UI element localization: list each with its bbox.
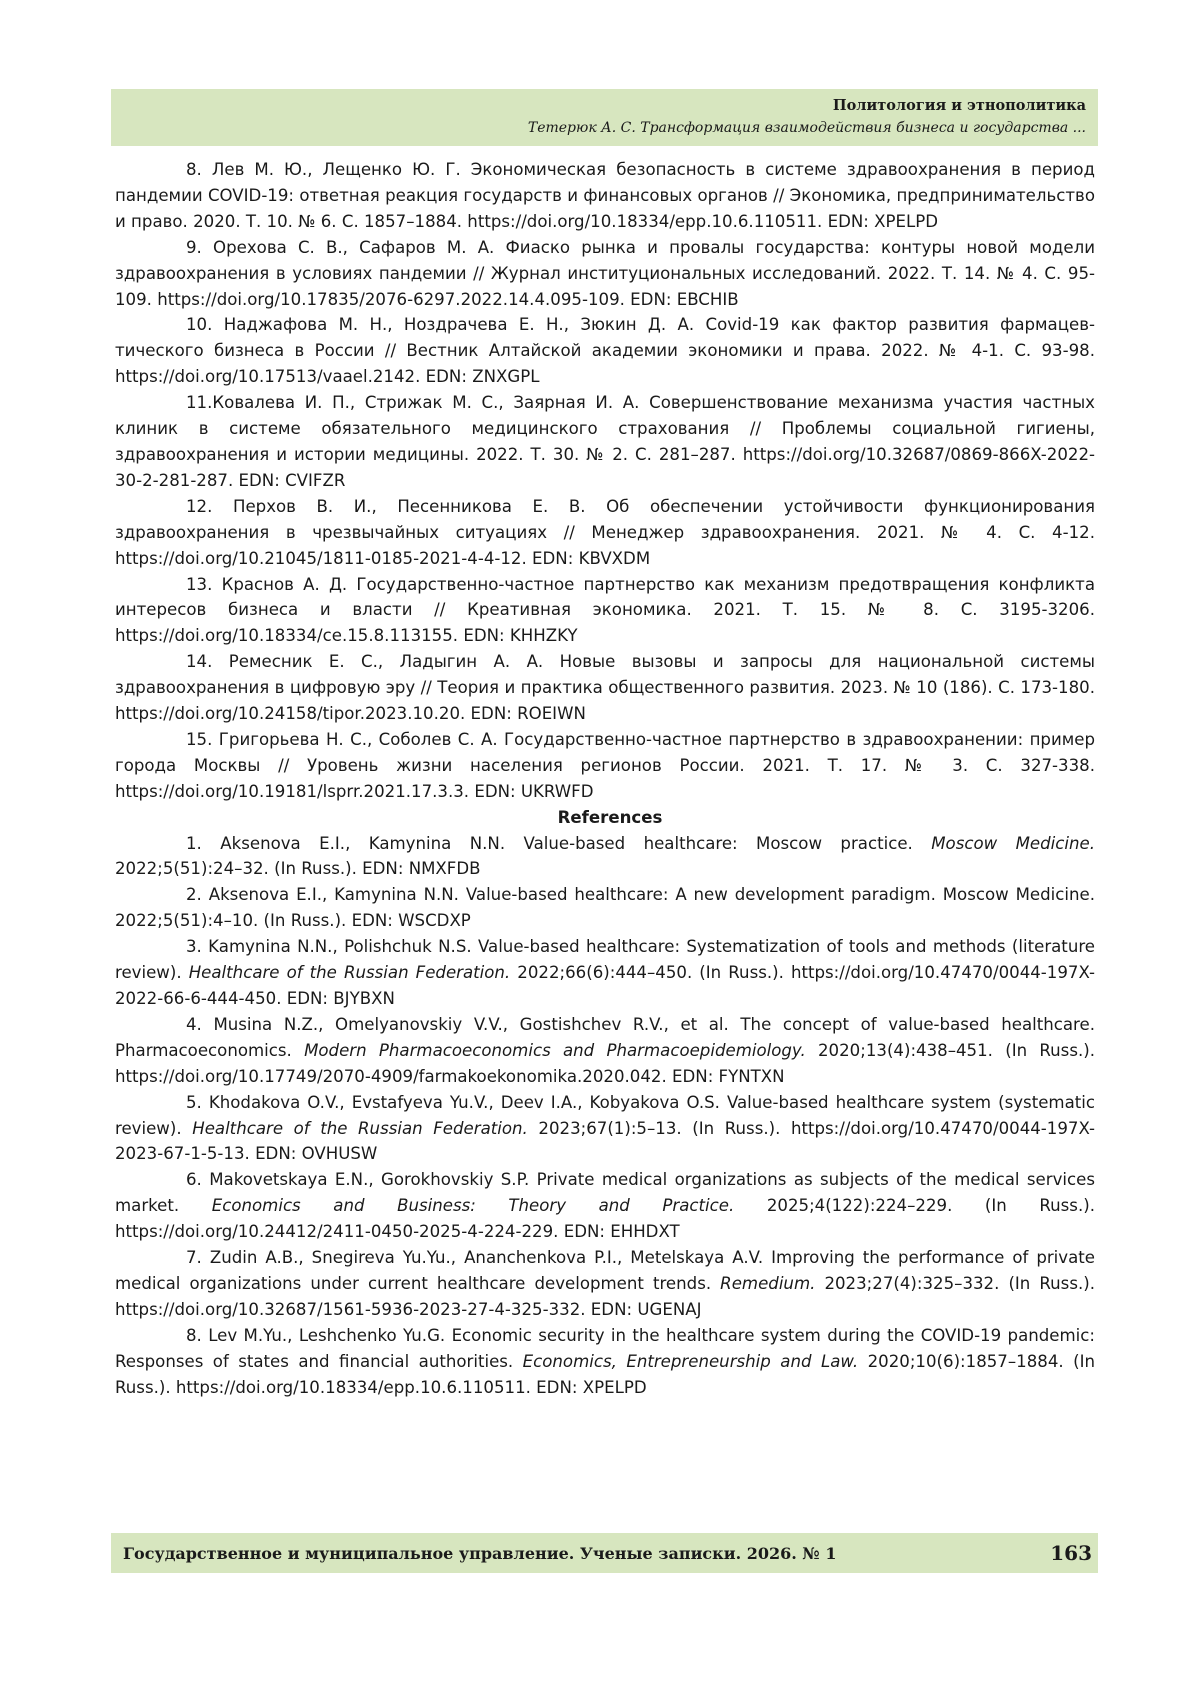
ref-details: 2020;10(6):1857–1884. (In Russ.). https://doi.org/10.18334/epp.10.6.110511. EDN: XPELPD — [115, 1351, 1096, 1397]
ref-journal: Remedium. — [720, 1273, 816, 1293]
ref-number: 7. — [186, 1248, 202, 1268]
ref-text: Ремесник Е. С., Ладыгин А. А. Новые вызовы и запросы для национальной системы здравоохранения в цифровую эру // Теория и практика общественного развития. 2023. № 10 (186). С. 173-180. https://doi.org/10.24158/tipor.2023.10.20. EDN: ROEIWN — [115, 652, 1095, 724]
en-ref-5 — [115, 1090, 1095, 1168]
ref-number: 15. — [186, 729, 213, 749]
en-ref-4 — [115, 1012, 1095, 1090]
footer-journal-title: Государственное и муниципальное управление. Ученые записки. 2026. № 1 — [123, 1544, 837, 1563]
ref-text: Makovetskaya E.N., Gorokhovskiy S.P. Private medical organizations as subjects of the medical services market. — [115, 1170, 1095, 1216]
ref-text: Khodakova O.V., Evstafyeva Yu.V., Deev I.A., Kobyakova O.S. Value-based healthcare system (systematic review). — [115, 1092, 1095, 1138]
ref-journal: Moscow Medicine. — [931, 833, 1095, 853]
ref-text: Aksenova E.I., Kamynina N.N. Value-based healthcare: Moscow practice. — [201, 833, 932, 853]
ref-number: 8. — [186, 160, 202, 179]
ref-journal: Healthcare of the Russian Federation. — [192, 1118, 528, 1138]
ref-journal: Modern Pharmacoeconomics and Pharmacoepidemiology. — [304, 1040, 806, 1060]
ref-number: 8. — [186, 1325, 202, 1345]
ru-ref-9 — [115, 235, 1095, 313]
ref-details: 2025;4(122):224–229. (In Russ.). https://doi.org/10.24412/2411-0450-2025-4-224-229. EDN: EHHDXT — [115, 1196, 1095, 1242]
ref-text: Григорьева Н. С., Соболев С. А. Государственно-частное партнерство в здравоохранении: пример города Москвы // Уровень жизни населения регионов России. 2021. Т. 17. № 3. С. 327-338. https://doi.org/10.19181/lsprr.2021.17.3.3. EDN: UKRWFD — [115, 729, 1095, 801]
ref-text: Перхов В. И., Песенникова Е. В. Об обеспечении устойчивости функционирования здравоохранения в чрезвычайных ситуациях // Менеджер здравоохранения. 2021. № 4. С. 4-12. https://doi.org/10.21045/1811-0185-2021-4-4-12. EDN: KBVXDM — [115, 496, 1095, 568]
ru-ref-10 — [115, 312, 1095, 390]
ref-text: Наджафова М. Н., Ноздрачева Е. Н., Зюкин Д. А. Covid-19 как фактор развития фармацев-тического бизнеса в России // Вестник Алтайской академии экономики и права. 2022. № 4-1. С. 93-98. https://doi.org/10.17513/vaael.2142. EDN: ZNXGPL — [115, 315, 1095, 387]
ref-details: 2022;66(6):444–450. (In Russ.). https://doi.org/10.47470/0044-197X-2022-66-6-444-450. EDN: BJYBXN — [115, 963, 1095, 1008]
header-section-title: Политология и этнополитика — [832, 97, 1086, 114]
en-ref-8 — [115, 1323, 1095, 1401]
en-ref-7 — [115, 1245, 1095, 1323]
ref-number: 4. — [186, 1014, 202, 1034]
en-ref-6 — [115, 1167, 1095, 1245]
en-ref-3 — [115, 934, 1095, 1012]
ref-journal: Economics, Entrepreneurship and Law. — [522, 1351, 859, 1371]
ref-details: 2022;5(51):24–32. (In Russ.). EDN: NMXFDB — [115, 859, 481, 879]
ref-journal: Healthcare of the Russian Federation. — [188, 963, 511, 983]
ref-number: 14. — [186, 652, 213, 672]
ref-number: 1. — [186, 833, 202, 853]
ru-ref-15 — [115, 727, 1095, 805]
ru-ref-11 — [115, 390, 1095, 494]
ru-ref-14 — [115, 649, 1095, 727]
ref-details: 2023;27(4):325–332. (In Russ.). https://doi.org/10.32687/1561-5936-2023-27-4-325-332. EDN: UGENAJ — [115, 1273, 1095, 1319]
ref-text: Lev M.Yu., Leshchenko Yu.G. Economic security in the healthcare system during the COVID-19 pandemic: Responses of states and financial authorities. — [115, 1325, 1095, 1371]
ref-number: 11. — [186, 393, 213, 413]
running-header — [111, 89, 1098, 146]
ref-details: 2020;13(4):438–451. (In Russ.). https://doi.org/10.17749/2070-4909/farmakoekonomika.2020.042. EDN: FYNTXN — [115, 1040, 1095, 1086]
references-heading: References — [557, 807, 663, 827]
reference-list — [115, 157, 1095, 1401]
en-ref-1 — [115, 831, 1095, 883]
ref-text: Ковалева И. П., Стрижак М. С., Заярная И. А. Совершенствование механизма участия частных клиник в системе обязательного медицинского страхования // Проблемы социальной гигиены, здравоохранения и истории медицины. 2022. Т. 30. № 2. С. 281–287. https://doi.org/10.32687/0869-866X-2022-30-2-281-287. EDN: CVIFZR — [115, 393, 1095, 490]
ref-number: 12. — [186, 496, 213, 516]
ref-number: 13. — [186, 574, 213, 594]
header-article-title: Тетерюк А. С. Трансформация взаимодействия бизнеса и государства ... — [527, 120, 1086, 136]
ru-ref-13 — [115, 572, 1095, 650]
ref-details: 2023;67(1):5–13. (In Russ.). https://doi.org/10.47470/0044-197X-2023-67-1-5-13. EDN: OVHUSW — [115, 1118, 1095, 1164]
ref-text: Zudin A.B., Snegireva Yu.Yu., Ananchenkova P.I., Metelskaya A.V. Improving the performance of private medical organizations under current healthcare development trends. — [115, 1248, 1095, 1293]
ru-ref-12 — [115, 494, 1095, 572]
ref-number: 6. — [186, 1170, 202, 1190]
ref-number: 2. — [186, 885, 202, 905]
en-ref-2 — [115, 882, 1095, 934]
ref-number: 10. — [186, 315, 213, 335]
ref-journal: Economics and Business: Theory and Practice. — [211, 1196, 735, 1216]
ref-text: Орехова С. В., Сафаров М. А. Фиаско рынка и провалы государства: контуры новой модели здравоохранения в условиях пандемии // Журнал институциональных исследований. 2022. Т. 14. № 4. С. 95-109. https://doi.org/10.17835/2076-6297.2022.14.4.095-109. EDN: EBCHIB — [115, 237, 1095, 309]
ref-text: Лев М. Ю., Лещенко Ю. Г. Экономическая безопасность в системе здравоохранения в период пандемии COVID-19: ответная реакция государств и финансовых органов // Экономика, предпринимательство и право. 2020. Т. 10. № 6. С. 1857–1884. https://doi.org/10.18334/epp.10.6.110511. EDN: XPELPD — [115, 160, 1095, 231]
ref-number: 9. — [186, 237, 202, 257]
ref-number: 3. — [186, 937, 202, 957]
page-number: 163 — [1050, 1541, 1092, 1565]
ref-text: Kamynina N.N., Polishchuk N.S. Value-based healthcare: Systematization of tools and methods (literature review). — [115, 937, 1095, 983]
ru-ref-8 — [115, 157, 1095, 235]
ref-text: Краснов А. Д. Государственно-частное партнерство как механизм предотвращения конфликта интересов бизнеса и власти // Креативная экономика. 2021. Т. 15. № 8. С. 3195-3206. https://doi.org/10.18334/ce.15.8.113155. EDN: KHHZKY — [115, 574, 1095, 646]
ref-number: 5. — [186, 1092, 202, 1112]
running-footer — [111, 1533, 1098, 1573]
ref-text: Aksenova E.I., Kamynina N.N. Value-based healthcare: A new development paradigm. Moscow Medicine. 2022;5(51):4–10. (In Russ.). EDN: WSCDXP — [115, 885, 1095, 931]
ref-text: Musina N.Z., Omelyanovskiy V.V., Gostishchev R.V., et al. The concept of value-based healthcare. Pharmacoeconomics. — [115, 1014, 1095, 1060]
